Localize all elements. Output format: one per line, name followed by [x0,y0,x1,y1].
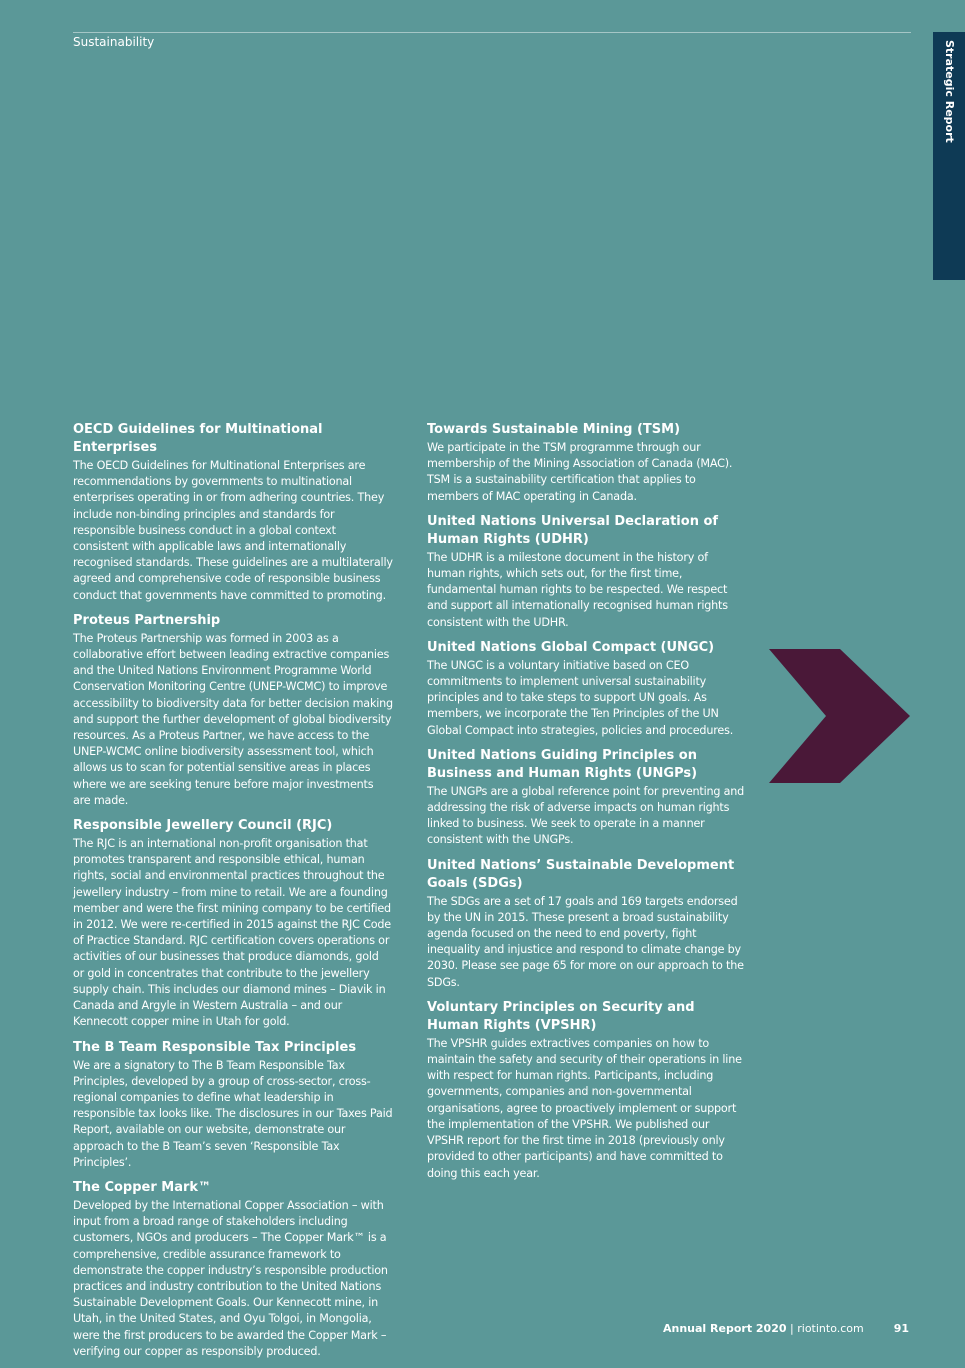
entry-title: United Nations Guiding Principles on Business and Human Rights (UNGPs) [427,747,698,781]
section-label: Sustainability [73,35,155,49]
entry-title: Responsible Jewellery Council (RJC) [73,818,333,834]
entry-body: The RJC is an international non-profit organisation that promotes transparent and responsible ethical, human rights, social and environmental practices throughout the jewellery industry – from mine to retail. We are a founding member and were the first mining company to be certified in 2012. We were re-certified in 2015 against the RJC Code of Practice Standard. RJC certification covers operations or activities of our businesses that produce diamonds, gold or gold in concentrates that contribute to the jewellery supply chain. This includes our diamond mines – Diavik in Canada and Argyle in Western Australia – and our Kennecott copper mine in Utah for gold. [73,837,391,1029]
entry-title: The Copper Mark™ [73,1179,212,1195]
entry-body: Developed by the International Copper Association – with input from a broad range of stakeholders including customers, NGOs and producers – The Copper Mark™ is a comprehensive, credible assurance framework to demonstrate the copper industry’s responsible production practices and industry contribution to the United Nations Sustainable Development Goals. Our Kennecott mine, in Utah, in the United States, and Oyu Tolgoi, in Mongolia, were the first producers to be awarded the Copper Mark – verifying our copper as responsibly produced. [73,1198,388,1358]
entry-body: The Proteus Partnership was formed in 2003 as a collaborative effort between leading extractive companies and the United Nations Environment Programme World Conservation Monitoring Centre (UNEP-WCMC) to improve accessibility to biodiversity data for better decision making and support the further development of global biodiversity resources. As a Proteus Partner, we have access to the UNEP-WCMC online biodiversity assessment tool, which allows us to scan for potential sensitive areas in places where we are seeking tenure before major investments are made. [73,631,393,807]
entry-title: Voluntary Principles on Security and Human Rights (VPSHR) [427,999,695,1033]
footer-report-title: Annual Report 2020 [663,1322,787,1335]
entry-body: The OECD Guidelines for Multinational Enterprises are recommendations by governments to multinational enterprises operating in or from adhering countries. They include non-binding principles and standards for responsible business conduct in a global context consistent with applicable laws and internationally recognised standards. These guidelines are a multilaterally agreed and comprehensive code of responsible business conduct that governments have committed to promoting. [73,459,393,602]
footer-report [663,1322,864,1336]
entry-body: The UNGC is a voluntary initiative based on CEO commitments to implement universal sustainability principles and to take steps to support UN goals. As members, we incorporate the Ten Principles of the UN Global Compact into strategies, policies and procedures. [427,658,734,737]
entry-rjc [73,817,393,1030]
entry-body: The VPSHR guides extractives companies on how to maintain the safety and security of their operations in line with respect for human rights. Participants, including governments, companies and non-governmental organisations, agree to proactively implement or support the implementation of the VPSHR. We published our VPSHR report for the first time in 2018 (previously only provided to other participants) and have committed to doing this each year. [427,1036,742,1180]
entry-tsm [427,421,747,505]
entry-title: OECD Guidelines for Multinational Enterprises [73,422,323,455]
entry-oecd [73,421,393,604]
left-column [73,421,393,1368]
header-rule [73,32,911,33]
side-tab-label: Strategic Report [943,40,956,143]
entry-ungps [427,747,747,849]
entry-title: Proteus Partnership [73,612,221,628]
entry-body: The SDGs are a set of 17 goals and 169 targets endorsed by the UN in 2015. These present a broad sustainability agenda focused on the need to end poverty, fight inequality and injustice and respond to climate change by 2030. Please see page 65 for more on our approach to the SDGs. [427,894,744,989]
right-column [427,421,747,1190]
entry-title: United Nations Global Compact (UNGC) [427,639,715,655]
chevron-right-icon [769,649,910,783]
entry-udhr [427,513,747,631]
page-number: 91 [893,1322,909,1335]
footer-separator: | [786,1322,798,1335]
entry-vpshr [427,999,747,1182]
footer-site: riotinto.com [797,1322,864,1335]
entry-body: The UDHR is a milestone document in the history of human rights, which sets out, for the first time, fundamental human rights to be respected. We respect and support all internationally recognised human rights consistent with the UDHR. [427,550,728,629]
entry-title: Towards Sustainable Mining (TSM) [427,422,681,437]
entry-ungc [427,639,747,739]
entry-title: United Nations’ Sustainable Development Goals (SDGs) [427,857,735,891]
entry-proteus [73,612,393,809]
entry-sdgs [427,857,747,991]
entry-title: The B Team Responsible Tax Principles [73,1039,357,1055]
entry-copper-mark [73,1179,393,1360]
entry-b-team [73,1039,393,1171]
entry-body: We are a signatory to The B Team Responsible Tax Principles, developed by a group of cross-sector, cross-regional companies to define what leadership in responsible tax looks like. The disclosures in our Taxes Paid Report, available on our website, demonstrate our approach to the B Team’s seven ‘Responsible Tax Principles’. [73,1058,393,1169]
entry-body: The UNGPs are a global reference point for preventing and addressing the risk of adverse impacts on human rights linked to business. We seek to operate in a manner consistent with the UNGPs. [427,784,745,847]
entry-body: We participate in the TSM programme through our membership of the Mining Association of Canada (MAC). TSM is a sustainability certification that applies to members of MAC operating in Canada. [427,441,733,503]
entry-title: United Nations Universal Declaration of Human Rights (UDHR) [427,513,719,547]
